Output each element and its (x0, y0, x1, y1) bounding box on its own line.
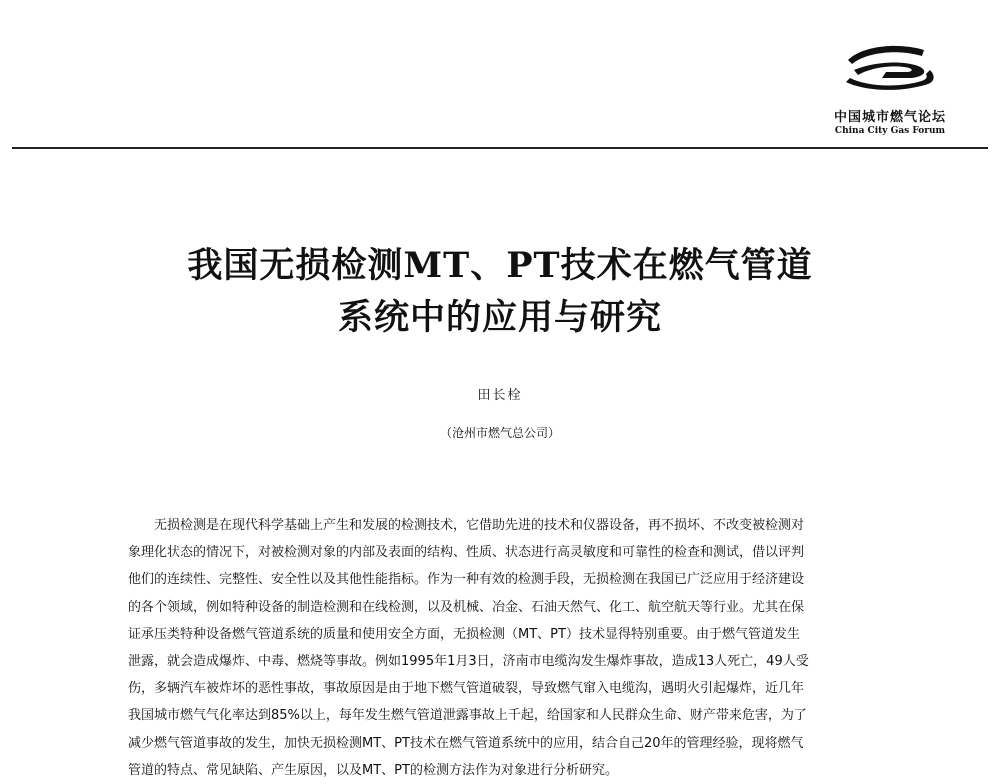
article-title (0, 240, 1000, 344)
body-line: 管道的特点、常见缺陷、产生原因，以及MT、PT的检测方法作为对象进行分析研究。 (128, 762, 618, 778)
article-body (128, 512, 888, 784)
body-line: 无损检测是在现代科学基础上产生和发展的检测技术，它借助先进的技术和仪器设备，再不损坏、不改变被检测对 (154, 518, 805, 533)
forum-logo (820, 40, 960, 136)
body-line: 伤，多辆汽车被炸坏的恶性事故，事故原因是由于地下燃气管道破裂，导致燃气窜入电缆沟，遇明火引起爆炸，近几年 (128, 681, 805, 697)
title-line-2: 系统中的应用与研究 (337, 297, 662, 338)
author-name: 田长栓 (477, 388, 523, 403)
gas-forum-logo-icon (842, 40, 938, 98)
body-line: 减少燃气管道事故的发生，加快无损检测MT、PT技术在燃气管道系统中的应用，结合自己20年的管理经验，现将燃气 (128, 735, 804, 751)
body-line: 证承压类特种设备燃气管道系统的质量和使用安全方面，无损检测（MT、PT）技术显得特别重要。由于燃气管道发生 (128, 626, 800, 642)
title-line-1: 我国无损检测MT、PT技术在燃气管道 (187, 245, 813, 286)
forum-name-cn: 中国城市燃气论坛 (833, 110, 946, 125)
forum-name-en: China City Gas Forum (834, 126, 946, 136)
body-line: 我国城市燃气气化率达到85%以上，每年发生燃气管道泄露事故上千起，给国家和人民群众生命、财产带来危害，为了 (128, 708, 807, 724)
header-divider (12, 147, 988, 149)
body-line: 象理化状态的情况下，对被检测对象的内部及表面的结构、性质、状态进行高灵敏度和可靠性的检查和测试，借以评判 (128, 545, 805, 561)
author-affiliation: （沧州市燃气总公司） (439, 426, 560, 440)
body-line: 他们的连续性、完整性、安全性以及其他性能指标。作为一种有效的检测手段，无损检测在我国已广泛应用于经济建设 (128, 572, 805, 588)
body-line: 的各个领域，例如特种设备的制造检测和在线检测，以及机械、冶金、石油天然气、化工、航空航天等行业。尤其在保 (128, 599, 805, 615)
body-line: 泄露，就会造成爆炸、中毒、燃烧等事故。例如1995年1月3日，济南市电缆沟发生爆炸事故，造成13人死亡，49人受 (128, 653, 809, 669)
